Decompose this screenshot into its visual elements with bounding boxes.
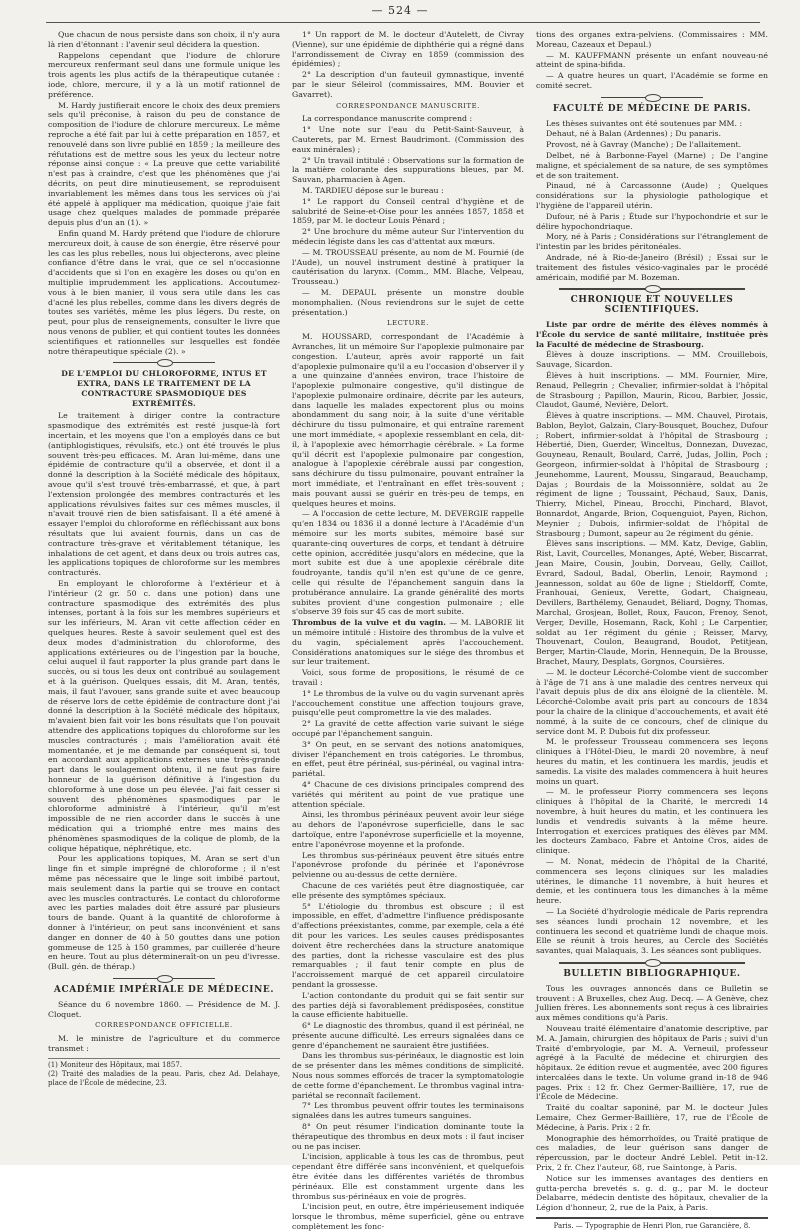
paragraph: Élèves à quatre inscriptions. — MM. Chauvel, Pirotais, Bablon, Beylot, Galzain, Clary-Bousquet, Bouchez, Dufour ; Robert, infirmier-soldat à l'hôpital de Strasbourg ; Hébertié, Dien, Guerder, Winceltus, Donnezan, Duvezac, Gouyneau, Renault, Boulard, Carré, Judas, Jollin, Poch ; Georgeon, infirmier-soldat à l'hôpital de Strasbourg ; Jeunehomme, Laurent, Moussu, Singaraud, Beauchamp, Dajas ; Bourdais de la Moissonnière, soldat au 2e régiment de ligne ; Toussaint, Péchaud, Saux, Danis, Thierry, Michel, Pineau, Brocchi, Pinchard, Blavot, Bonnardot, Angarde, Brion, Coquenguiot, Payen, Richon, Meynier ; Dubois, infirmier-soldat de l'hôpital de Strasbourg ; Dumont, sapeur au 2e régiment du génie.	[536, 411, 768, 538]
paragraph: Pour les applications topiques, M. Aran se sert d'un linge fin et simple imprégné de chloroforme ; il n'est même pas nécessaire que le linge soit imbibé partout, mais seulement dans la partie qui se trouve en contact avec les muscles contracturés. Le contact du chloroforme avec les parties malades doit être assuré par plusieurs tours de bande. Quant à la quantité de chloroforme à donner à l'intérieur, on peut sans inconvénient et sans danger en donner de 40 à 50 gouttes dans une potion gommeuse de 125 à 150 grammes, par cuillerée d'heure en heure. Tout au plus détermineraît-on un peu d'ivresse. (Bull. gén. de thérap.)	[48, 854, 280, 972]
paragraph: 3° On peut, en se servant des notions anatomiques, diviser l'épanchement en trois catégories. Le thrombus, en effet, peut être périnéal, sus-périnéal, ou vaginal intra-pariétal.	[292, 739, 524, 779]
paragraph: Monographie des hémorrhoïdes, ou Traité pratique de ces maladies, de leur guérison sans danger de répercussion, par le docteur André Leblel. Petit in-12. Prix, 2 fr. Chez l'auteur, 68, rue Saintonge, à Paris.	[536, 1133, 768, 1173]
paragraph: — M. KAUFFMANN présente un enfant nouveau-né atteint de spina-bifida.	[536, 50, 768, 70]
paragraph: Tous les ouvrages annoncés dans ce Bulletin se trouvent : A Bruxelles, chez Aug. Decq. — A Genève, chez Jullien frères. Les abonnements sont reçus à ces librairies aux mêmes conditions qu'à Paris.	[536, 983, 768, 1023]
section-title-faculte: FACULTÉ DE MÉDECINE DE PARIS.	[552, 103, 752, 114]
ornament-divider	[48, 975, 280, 981]
paragraph: Mory, né à Paris ; Considérations sur l'étranglement de l'intestin par les brides péritonéales.	[536, 232, 768, 252]
paragraph: Chacune de ces variétés peut être diagnostiquée, car elle présente des symptômes spéciaux.	[292, 880, 524, 900]
header-rule	[46, 22, 760, 23]
paragraph: L'incision peut, en outre, être impérieusement indiquée lorsque le thrombus, même superficiel, gêne ou entrave complètement les fonc-	[292, 1202, 524, 1232]
paragraph: M. le professeur Trousseau commencera ses leçons cliniques à l'Hôtel-Dieu, le mardi 20 novembre, à neuf heures du matin, et les continuera les mardis, jeudis et samedis. La visite des malades commencera à huit heures moins un quart.	[536, 737, 768, 786]
paragraph: 6° Le diagnostic des thrombus, quand il est périnéal, ne présente aucune difficulté. Les erreurs signalées dans ce genre d'épanchement ne sauraient être justifiées.	[292, 1021, 524, 1050]
paragraph: Rappelons cependant que l'iodure de chlorure mercureux renfermant seul dans une formule unique les trois agents les plus actifs de la thérapeutique cutanée : iode, chlore, mercure, il y a là un motif rationnel de préférence.	[48, 50, 280, 99]
paragraph: Que chacun de nous persiste dans son choix, il n'y aura là rien d'étonnant : l'avenir seul décidera la question.	[48, 30, 280, 49]
ornament-divider	[536, 959, 768, 965]
section-title-academie: ACADÉMIE IMPÉRIALE DE MÉDECINE.	[53, 984, 275, 995]
ornament-divider	[536, 285, 768, 291]
paragraph: Ainsi, les thrombus périnéaux peuvent avoir leur siége au dehors de l'aponévrose superficielle, dans le sac dartoïque, entre l'aponévrose superficielle et la moyenne, entre l'aponévrose moyenne et la profonde.	[292, 810, 524, 849]
paragraph: Pinaud, né à Carcassonne (Aude) ; Quelques considérations sur la physiologie pathologique et l'hygiène de l'appareil utérin.	[536, 181, 768, 210]
paragraph: La correspondance manuscrite comprend :	[302, 114, 473, 124]
paragraph: — M. le professeur Piorry commencera ses leçons cliniques à l'hôpital de la Charité, le mercredi 14 novembre, à huit heures du matin, et les continuera les lundis et vendredis suivants à la même heure. Interrogation et exercices pratiques des élèves par MM. les docteurs Zambaco, Fabre et Antoine Cros, aides de clinique.	[536, 787, 768, 856]
ornament-divider	[536, 94, 768, 100]
paragraph: — M. DEPAUL présente un monstre double monomphalien. (Nous reviendrons sur le sujet de cette présentation.)	[292, 287, 524, 317]
paragraph: 1° Une note sur l'eau du Petit-Saint-Sauveur, à Cauterets, par M. Ernest Baudrimont. (Commission des eaux minérales) ;	[292, 125, 524, 154]
paragraph: Le traitement à diriger contre la contracture spasmodique des extrémités est resté jusque-là fort incertain, et les moyens que l'on a employés dans ce but (antiphlogistiques, révulsifs, etc.) ont été trouvés le plus souvent très-peu efficaces. M. Aran lui-même, dans une épidémie de contracture qu'il a observée, et dont il a donné la description à la Société médicale des hôpitaux, avoue qu'il s'est trouvé très-embarrassé, et que, à part l'extension prolongée des membres contracturés et les applications révulsives faites sur ces mêmes muscles, il n'avait trouvé rien de bien satisfaisant. Il a été amené à essayer l'emploi du chloroforme en réfléchissant aux bons résultats que lui avaient fournis, dans un cas de contracture très-grave et véritablement tétanique, les inhalations de cet agent, et dans deux ou trois autres cas, les applications topiques de chloroforme sur les membres contracturés.	[48, 411, 280, 578]
imprint-line: Paris. — Typographie de Henri Plon, rue Garancière, 8.	[536, 1217, 768, 1232]
seance-line: Séance du 6 novembre 1860. — Présidence de M. J. Cloquet.	[48, 999, 280, 1019]
paragraph: Nouveau traité élémentaire d'anatomie descriptive, par M. A. Jamain, chirurgien des hôpitaux de Paris ; suivi d'un Traité d'embryologie, par M. A. Verneuil, professeur agrégé à la Faculté de médecine et chirurgien des hôpitaux. 2e édition revue et augmentée, avec 200 figures intercalées dans le texte. Un volume grand in-18 de 946 pages. Prix : 12 fr. Chez Germer-Baillière, 17, rue de l'École de Médecine.	[536, 1023, 768, 1102]
paragraph: — M. Nonat, médecin de l'hôpital de la Charité, commencera ses leçons cliniques sur les maladies utérines, le dimanche 11 novembre, à huit heures et demie, et les continuera tous les dimanches à la même heure.	[536, 856, 768, 906]
paragraph: — M. le docteur Lécorché-Colombe vient de succomber à l'âge de 71 ans à une maladie des centres nerveux qui l'avait depuis plus de dix ans éloigné de la clientèle. M. Lécorché-Colombe avait pris part au concours de 1834 pour la chaire de la clinique d'accouchements, et avait été nommé, à la suite de ce concours, chef de clinique du service dont M. P. Dubois fut dix professeur.	[536, 667, 768, 736]
paragraph: Notice sur les immenses avantages des dentiers en gutta-percha brevetés s. g. d. g., par M. le docteur Delabarre, médecin dentiste des hôpitaux, chevalier de la Légion d'honneur, 2, rue de la Paix, à Paris.	[536, 1173, 768, 1213]
paragraph: En employant le chloroforme à l'extérieur et à l'intérieur (2 gr. 50 c. dans une potion) dans une contracture spasmodique des extrémités des plus intenses, portant à la fois sur les membres supérieurs et sur les inférieurs, M. Aran vit cette affection céder en quelques heures. Reste à savoir seulement quel est des deux modes d'administration du chloroforme, des applications extérieures ou de l'ingestion par la bouche, celui auquel il faut rapporter la plus grande part dans le succès, ou si tous les deux ont contribué au soulagement et à la guérison. Quelques essais, dit M. Aran, tentés, mais, il faut l'avouer, sans grande suite et avec beaucoup de réserve lors de cette épidémie de contracture dont j'ai donné la description à la Société médicale des hôpitaux, m'avaient bien fait voir les bons résultats que l'on pouvait attendre des applications topiques du chloroforme sur les muscles contracturés ; mais l'amélioration avait été momentanée, et je me demande par conséquent si, tout en accordant aux applications externes une très-grande part dans le soulagement obtenu, il ne faut pas faire honneur de la guérison définitive à l'ingestion du chloroforme à une dose un peu élevée. J'ai fait cesser si souvent des phénomènes spasmodiques par le chloroforme administré à l'intérieur, qu'il m'est impossible de ne rien accorder dans le succès à une médication qui a triomphé entre mes mains des phénomènes spasmodiques de la colique de plomb, de la colique hépatique, néphrétique, etc.	[48, 579, 280, 853]
paragraph: L'action contondante du produit qui se fait sentir sur des parties déjà si favorablement prédisposées, constitue la cause efficiente habituelle.	[292, 990, 524, 1020]
paragraph: Andrade, né à Rio-de-Janeiro (Brésil) ; Essai sur le traitement des fistules vésico-vaginales par le procédé américain, modifié par M. Bozeman.	[536, 252, 768, 282]
paragraph: Delbet, né à Barbonne-Fayel (Marne) ; De l'angine maligne, et spécialement de sa nature, de ses symptômes et de son traitement.	[536, 150, 768, 180]
article-title-chloroforme: DE L'EMPLOI DU CHLOROFORME, INTUS ET EXTRA, DANS LE TRAITEMENT DE LA CONTRACTURE SPASMODIQUE DES EXTRÉMITÉS.	[61, 369, 267, 408]
section-title-chronique: CHRONIQUE ET NOUVELLES SCIENTIFIQUES.	[570, 295, 734, 316]
inline-title-thrombus: Thrombus de la vulve et du vagin.	[292, 618, 446, 628]
footnote: (1) Moniteur des Hôpitaux, mai 1857.	[48, 1060, 182, 1069]
paragraph	[292, 618, 524, 667]
paragraph: 8° On peut résumer l'indication dominante toute la thérapeutique des thrombus en deux mots : il faut inciser ou ne pas inciser.	[292, 1122, 524, 1151]
subheading-correspondance-manuscrite: CORRESPONDANCE MANUSCRITE.	[336, 101, 480, 110]
paragraph: M. HOUSSARD, correspondant de l'Académie à Avranches, lit un mémoire Sur l'apoplexie pulmonaire par congestion. L'auteur, après avoir rapporté un fait d'apoplexie pulmonaire qu'il a eu l'occasion d'observer il y a une quinzaine d'années environ, trace l'histoire de l'apoplexie pulmonaire congestive, qu'il distingue de l'apoplexie pulmonaire ordinaire, décrite par les auteurs, dans laquelle les malades expectorent plus ou moins abondamment du sang noir, à la suite d'une véritable déchirure du tissu pulmonaire, et qui entraîne rarement une mort immédiate, « apoplexie ressemblant en cela, dit-il, à l'apoplexie avec hémorrhagie cérébrale. » La forme qu'il décrit est l'apoplexie pulmonaire par congestion, analogue à l'apoplexie cérébrale aussi par congestion, sans déchirure du tissu pulmonaire, pouvant entraîner la mort immédiate, et l'entraînant en effet très-souvent ; mais pouvant aussi se guérir en très-peu de temps, en quelques heures et moins.	[292, 332, 524, 508]
paragraph: 1° Un rapport de M. le docteur d'Autelett, de Civray (Vienne), sur une épidémie de diphthérie qui a régné dans l'arrondissement de Civray en 1859 (commission des épidémies) ;	[292, 30, 524, 69]
paragraph: M. le ministre de l'agriculture et du commerce transmet :	[48, 1034, 280, 1053]
paragraph: M. Hardy justifierait encore le choix des deux premiers sels qu'il préconise, à raison du peu de constance de composition de l'iodure de chlorure mercureux. Le même reproche a été fait par lui à cette préparation en 1857, et renouvelé dans son livre publié en 1859 ; la meilleure des réfutations est de mettre sous les yeux du lecteur notre réponse ainsi conçue : « La preuve que cette variabilité n'est pas à craindre, c'est que les phénomènes que j'ai décrits, on peut dire minutieusement, se reproduisent invariablement les mêmes dans tous les services où j'ai été appelé à appliquer ma médication, quoique j'aie fait usage chez quelques malades de pommade préparée depuis plus d'un an (1). »	[48, 100, 280, 228]
paragraph: Élèves à douze inscriptions. — MM. Crouillebois, Sauvage, Sicardon.	[536, 350, 768, 370]
paragraph: 7° Les thrombus peuvent offrir toutes les terminaisons signalées dans les autres tumeurs sanguines.	[292, 1101, 524, 1121]
footnote: (2) Traité des maladies de la peau. Paris, chez Ad. Delahaye, place de l'École de médecine, 23.	[48, 1070, 280, 1087]
column-3	[536, 30, 768, 1231]
paragraph: Élèves sans inscriptions. — MM. Katz, Devige, Gablin, Rist, Lavit, Courcelles, Monanges, Apté, Weber, Biscarrat, Jean Maire, Cousin, Joubin, Dorveau, Gelly, Caillot, Evrard, Sadoul, Badal, Oberlin, Lenoir, Raymond ; Jeannesson, soldat au 60e de ligne ; Stieldorff, Comte, Franhouai, Genieux, Verette, Godart, Chaigneau, Devillers, Barthélemy, Genaudet, Béliard, Dogny, Thomas, Marchal, Grosjean, Bollet, Roux, Faucon, Frenoy, Senot, Verger, Deville, Hosemann, Rack, Kohl ; Le Carpentier, soldat au 1er régiment du génie ; Reisser, Marvy, Thouvenart, Coulon, Beaugrand, Boudot, Petitjean, Berger, Martin-Claude, Morin, Hennequin, De la Brousse, Brachet, Maury, Desplats, Gorgnos, Coursières.	[536, 539, 768, 667]
paragraph: 2° La description d'un fauteuil gymnastique, inventé par le sieur Séleirol (commissaires, MM. Bouvier et Gavarret).	[292, 70, 524, 99]
paragraph: Traité du coaltar saponiné, par M. le docteur Jules Lemaire, Chez Germer-Baillière, 17, rue de l'École de Médecine, à Paris. Prix : 2 fr.	[536, 1103, 768, 1132]
paragraph: 1° Le thrombus de la vulve ou du vagin survenant après l'accouchement constitue une affection toujours grave, puisqu'elle peut compromettre la vie des malades.	[292, 688, 524, 718]
paragraph: M. TARDIEU dépose sur le bureau :	[302, 185, 444, 195]
paragraph: — La Société d'hydrologie médicale de Paris reprendra ses séances lundi prochain 12 novembre, et les continuera les second et quatrième lundi de chaque mois. Elle se réunit à trois heures, au Cercle des Sociétés savantes, quai Malaquais, 3. Les séances sont publiques.	[536, 906, 768, 956]
paragraph: tions des organes extra-pelviens. (Commissaires : MM. Moreau, Cazeaux et Depaul.)	[536, 30, 768, 49]
paragraph: — A quatre heures un quart, l'Académie se forme en comité secret.	[536, 71, 768, 90]
paragraph: 2° Un travail intitulé : Observations sur la formation de la matière colorante des suppurations bleues, par M. Sauvan, pharmacien à Agen.	[292, 155, 524, 185]
paragraph: Enfin quand M. Hardy prétend que l'iodure de chlorure mercureux doit, à cause de son énergie, être réservé pour les cas les plus rebelles, nous lui objecterons, avec pleine confiance d'être dans le vrai, que ce sel n'occasionne d'accidents que si l'on en exagère les doses ou qu'on en multiplie imprudemment les applications. Accoutumez-vous à le bien manier, il vous sera utile dans les cas d'acné les plus rebelles, comme dans les divers degrés de toutes ses variétés, même les plus légers. Du reste, on peut, pour plus de renseignements, consulter le livre que nous venons de publier, et qui contient toutes les données scientifiques et rationnelles sur lesquelles est fondée notre thérapeutique spéciale (2). »	[48, 228, 280, 356]
paragraph: Dehaut, né à Balan (Ardennes) ; Du panaris.	[546, 129, 721, 139]
paragraph: L'incision, applicable à tous les cas de thrombus, peut cependant être différée sans inconvénient, et quelquefois être évitée dans les différentes variétés de thrombus périnéaux. Elle est constamment urgente dans les thrombus sus-périnéaux en voie de progrès.	[292, 1152, 524, 1201]
paragraph: Élèves à huit inscriptions. — MM. Fournier, Mire, Renaud, Pellegrin ; Chevalier, infirmier-soldat à l'hôpital de Strasbourg ; Papillon, Maurin, Ricou, Barbier, Jossic, Claudot, Gaumé, Nevière, Delort.	[536, 370, 768, 410]
column-2	[292, 30, 525, 1232]
paragraph: 2° Une brochure du même auteur Sur l'intervention du médecin légiste dans les cas d'attentat aux mœurs.	[292, 227, 524, 246]
paragraph-text: — M. LABORIE lit un mémoire intitulé : Histoire des thrombus de la vulve et du vagin, spécialement après l'accouchement. Considérations anatomiques sur le siége des thrombus et sur leur traitement.	[292, 618, 525, 667]
page-number: — 524 —	[371, 4, 429, 17]
paragraph: Voici, sous forme de propositions, le résumé de ce travail :	[292, 668, 524, 687]
paragraph: Dufour, né à Paris ; Étude sur l'hypochondrie et sur le délire hypochondriaque.	[536, 211, 768, 231]
paragraph: — M. TROUSSEAU présente, au nom de M. Fournié (de l'Aude), un nouvel instrument destiné à pratiquer la cautérisation du larynx. (Comm., MM. Blache, Velpeau, Trousseau.)	[292, 247, 524, 287]
paragraph: Dans les thrombus sus-périnéaux, le diagnostic est loin de se présenter dans les mêmes conditions de simplicité. Nous nous sommes efforcés de tracer la symptomatologie de cette forme d'épanchement. Le thrombus vaginal intra-pariétal se reconnaît facilement.	[292, 1051, 524, 1100]
subheading-correspondance-officielle: CORRESPONDANCE OFFICIELLE.	[95, 1021, 233, 1030]
paragraph: — A l'occasion de cette lecture, M. DEVERGIE rappelle qu'en 1834 ou 1836 il a donné lecture à l'Académie d'un mémoire sur les morts subites, mémoire basé sur quarante-cinq ouvertures de corps, et tendant à détruire cette opinion, accréditée jusqu'alors en médecine, que la mort subite est due à une apoplexie cérébrale dite foudroyante, tandis qu'il n'en est qu'une de ce genre, celle qui résulte de l'épanchement sanguin dans la protubérance annulaire. La grande généralité des morts subites provient d'une congestion pulmonaire ; elle s'observe 39 fois sur 45 cas de mort subite.	[292, 509, 524, 617]
paragraph: 1° Le rapport du Conseil central d'hygiène et de salubrité de Seine-et-Oise pour les années 1857, 1858 et 1859, par M. le docteur Louis Pénard ;	[292, 196, 524, 226]
paragraph: Provost, né à Gavray (Manche) ; De l'allaitement.	[546, 140, 742, 150]
paragraph: Les thrombus sus-périnéaux peuvent être situés entre l'aponévrose profonde du périnée et l'aponévrose pelvienne ou au-dessus de cette dernière.	[292, 850, 524, 880]
footnotes	[48, 1058, 280, 1088]
column-1	[48, 30, 280, 1160]
paragraph: 5° L'étiologie du thrombus est obscure ; il est impossible, en effet, d'admettre l'influence prédisposante d'affections préexistantes, comme, par exemple, cela a été dit pour les varices. Les seules causes prédisposantes doivent être recherchées dans la structure anatomique des parties, dont la richesse vasculaire est des plus remarquables ; il faut tenir compte en plus de l'accroissement marqué de cet appareil circulatoire pendant la grossesse.	[292, 901, 524, 989]
paragraph-lead: Liste par ordre de mérite des élèves nommés à l'École du service de santé militaire, instituée près la Faculté de médecine de Strasbourg.	[536, 319, 768, 349]
paragraph: Les thèses suivantes ont été soutenues par MM. :	[546, 118, 743, 128]
section-title-bulletin: BULLETIN BIBLIOGRAPHIQUE.	[563, 968, 741, 979]
paragraph: 2° La gravité de cette affection varie suivant le siége occupé par l'épanchement sanguin.	[292, 719, 524, 738]
ornament-divider	[48, 359, 280, 365]
subheading-lecture: LECTURE.	[387, 319, 429, 328]
paragraph: 4° Chacune de ces divisions principales comprend des variétés qui méritent au point de vue pratique une attention spéciale.	[292, 779, 524, 809]
